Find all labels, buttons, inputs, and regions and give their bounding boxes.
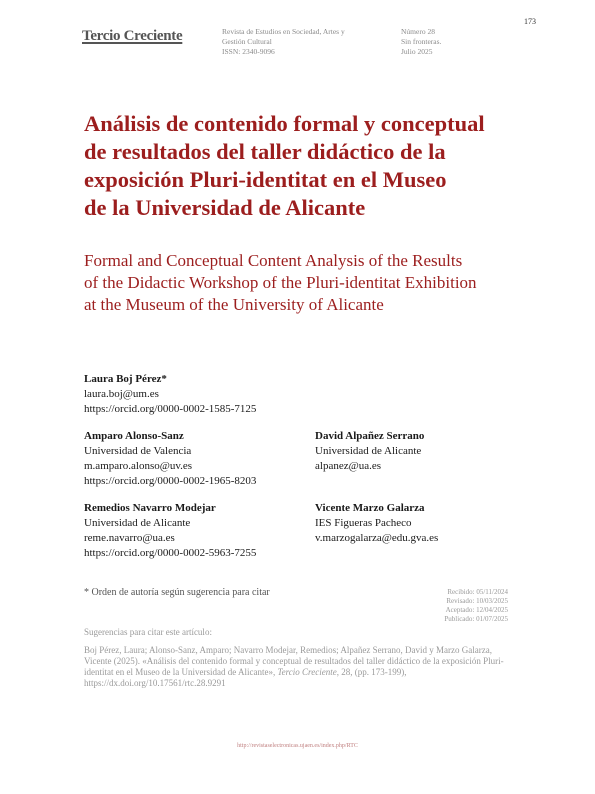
author-orcid[interactable]: https://orcid.org/0000-0002-1965-8203 <box>84 475 257 487</box>
title-spanish <box>84 110 534 222</box>
author-affiliation: IES Figueras Pacheco <box>315 517 412 529</box>
issue-theme: Sin fronteras. <box>401 37 442 46</box>
citation-journal: Tercio Creciente <box>277 667 337 677</box>
journal-line: Gestión Cultural <box>222 37 272 46</box>
title-line: at the Museum of the University of Alicante <box>84 295 384 314</box>
issue-info <box>401 27 471 57</box>
date-received: Recibido: 05/11/2024 <box>447 588 508 596</box>
journal-info <box>222 27 382 57</box>
title-line: Formal and Conceptual Content Analysis of the Results <box>84 251 463 270</box>
author-name: Laura Boj Pérez* <box>84 373 167 385</box>
title-line: exposición Pluri-identitat en el Museo <box>84 167 447 192</box>
issue-date: Julio 2025 <box>401 47 433 56</box>
citation-tail[interactable]: , 28, (pp. 173-199), https://dx.doi.org/10.17561/rtc.28.9291 <box>84 667 407 688</box>
authorship-note: * Orden de autoría según sugerencia para citar <box>84 587 270 598</box>
title-line: of the Didactic Workshop of the Pluri-identitat Exhibition <box>84 273 477 292</box>
author-block <box>315 429 424 474</box>
publication-dates <box>400 588 508 624</box>
citation-text <box>84 645 514 689</box>
author-name: Remedios Navarro Modejar <box>84 502 216 514</box>
author-affiliation: Universidad de Alicante <box>84 517 191 529</box>
author-block <box>84 372 256 417</box>
date-accepted: Aceptado: 12/04/2025 <box>445 606 508 614</box>
author-affiliation: Universidad de Valencia <box>84 445 192 457</box>
page-number: 173 <box>524 17 536 26</box>
date-revised: Revisado: 10/03/2025 <box>446 597 508 605</box>
author-email[interactable]: alpanez@ua.es <box>315 460 382 472</box>
issue-number: Número 28 <box>401 27 435 36</box>
author-affiliation: Universidad de Alicante <box>315 445 422 457</box>
title-line: de la Universidad de Alicante <box>84 195 366 220</box>
date-published: Publicado: 01/07/2025 <box>444 615 508 623</box>
title-line: de resultados del taller didáctico de la <box>84 139 446 164</box>
author-name: Vicente Marzo Galarza <box>315 502 425 514</box>
title-line: Análisis de contenido formal y conceptual <box>84 111 485 136</box>
author-name: David Alpañez Serrano <box>315 430 425 442</box>
author-orcid[interactable]: https://orcid.org/0000-0002-1585-7125 <box>84 403 257 415</box>
title-english <box>84 250 534 316</box>
author-email[interactable]: v.marzogalarza@edu.gva.es <box>315 532 439 544</box>
author-orcid[interactable]: https://orcid.org/0000-0002-5963-7255 <box>84 547 257 559</box>
citation-main: Boj Pérez, Laura; Alonso-Sanz, Amparo; Navarro Modejar, Remedios; Alpañez Serrano, David y Marzo Galarza, Vicente (2025). «Análisis del contenido formal y conceptual de resultados del taller didáctico de la exposición Pluri-identitat en el Museo de la Universidad de Alicante», <box>84 645 504 677</box>
author-block <box>84 501 256 561</box>
journal-line: Revista de Estudios en Sociedad, Artes y <box>222 27 345 36</box>
author-email[interactable]: reme.navarro@ua.es <box>84 532 175 544</box>
author-block <box>84 429 256 489</box>
author-email[interactable]: m.amparo.alonso@uv.es <box>84 460 193 472</box>
author-name: Amparo Alonso-Sanz <box>84 430 184 442</box>
citation-heading: Sugerencias para citar este artículo: <box>84 627 212 637</box>
journal-issn: ISSN: 2340-9096 <box>222 47 275 56</box>
author-block <box>315 501 438 546</box>
footer-url[interactable]: http://revistaselectronicas.ujaen.es/index.php/RTC <box>237 743 358 749</box>
journal-logo: Tercio Creciente <box>82 28 183 44</box>
author-email[interactable]: laura.boj@um.es <box>84 388 159 400</box>
